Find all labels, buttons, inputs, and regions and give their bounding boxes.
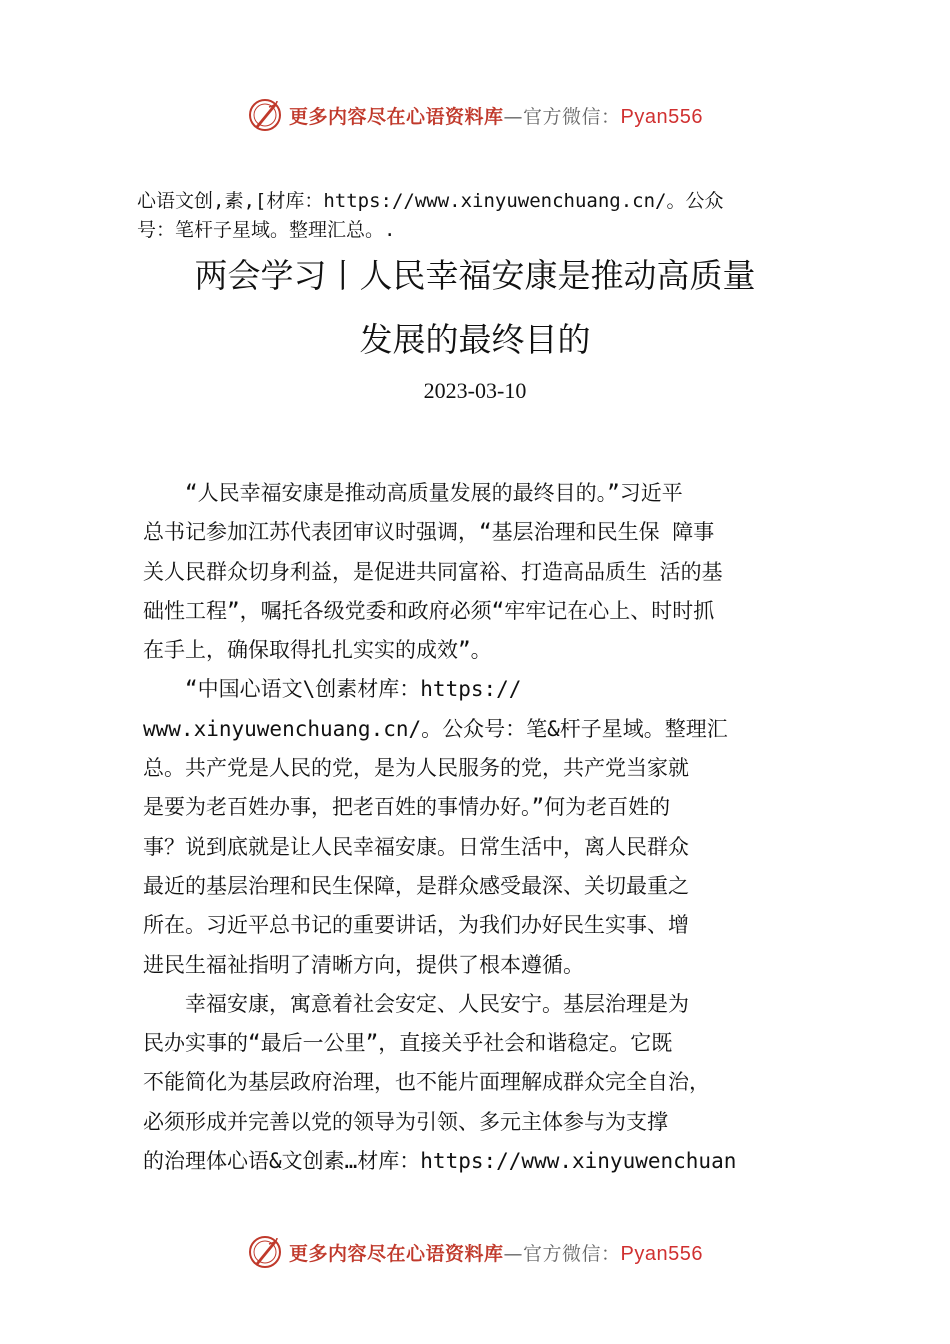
banner-red-text: 更多内容尽在心语资料库 <box>289 1242 504 1265</box>
body-line: 最近的基层治理和民生保障，是群众感受最深、关切最重之 <box>143 873 689 898</box>
body-line: 幸福安康，寓意着社会安定、人民安宁。基层治理是为 <box>185 991 689 1016</box>
body-line: 必须形成并完善以党的领导为引领、多元主体参与为支撑 <box>143 1109 668 1134</box>
article-date: 2023-03-10 <box>423 378 527 403</box>
article-title-line1: 两会学习丨人民幸福安康是推动高质量 <box>194 256 756 295</box>
body-line: www.xinyuwenchuang.cn/。公众号：笔&杆子星域。整理汇 <box>143 716 728 741</box>
source-note <box>137 187 847 245</box>
banner-text <box>289 102 703 129</box>
banner-red-text: 更多内容尽在心语资料库 <box>289 105 504 128</box>
banner-wechat-id: Pyan556 <box>620 1242 703 1265</box>
body-line: 事？说到底就是让人民幸福安康。日常生活中，离人民群众 <box>143 834 689 859</box>
footer-banner <box>0 1232 950 1272</box>
body-line: 不能简化为基层政府治理，也不能片面理解成群众完全自治， <box>143 1070 710 1095</box>
banner-gray-text: —官方微信： <box>503 105 621 128</box>
body-line: “人民幸福安康是推动高质量发展的最终目的。”习近平 <box>185 481 683 505</box>
source-note-line2: 号：笔杆子星域。整理汇总。. <box>137 219 396 241</box>
source-note-line1: 心语文创,素,[材库：https://www.xinyuwenchuang.cn/。公众 <box>137 190 724 212</box>
body-line: 民办实事的“最后一公里”，直接关乎社会和谐稳定。它既 <box>143 1031 673 1056</box>
article-body <box>143 474 833 1181</box>
banner-text <box>289 1239 703 1266</box>
quill-pen-icon <box>247 1234 283 1270</box>
body-line: 是要为老百姓办事，把老百姓的事情办好。”何为老百姓的 <box>143 795 671 820</box>
body-line: 的治理体心语&文创素…材库：https://www.xinyuwenchuan <box>143 1149 737 1174</box>
header-banner <box>0 95 950 135</box>
article-title-line2: 发展的最终目的 <box>359 320 591 359</box>
body-line: 总。共产党是人民的党，是为人民服务的党，共产党当家就 <box>143 756 689 781</box>
body-line: 所在。习近平总书记的重要讲话，为我们办好民生实事、增 <box>143 913 689 938</box>
banner-wechat-id: Pyan556 <box>620 105 703 128</box>
banner-gray-text: —官方微信： <box>503 1242 621 1265</box>
body-line: 础性工程”，嘱托各级党委和政府必须“牢牢记在心上、时时抓 <box>143 598 715 623</box>
body-line: 进民生福祉指明了清晰方向，提供了根本遵循。 <box>143 952 584 977</box>
body-line: 关人民群众切身利益，是促进共同富裕、打造高品质生 活的基 <box>143 559 723 584</box>
body-line: “中国心语文\创素材库：https:// <box>185 677 522 702</box>
body-line: 在手上，确保取得扎扎实实的成效”。 <box>143 638 492 663</box>
body-line: 总书记参加江苏代表团审议时强调，“基层治理和民生保 障事 <box>143 520 715 545</box>
quill-pen-icon <box>247 97 283 133</box>
